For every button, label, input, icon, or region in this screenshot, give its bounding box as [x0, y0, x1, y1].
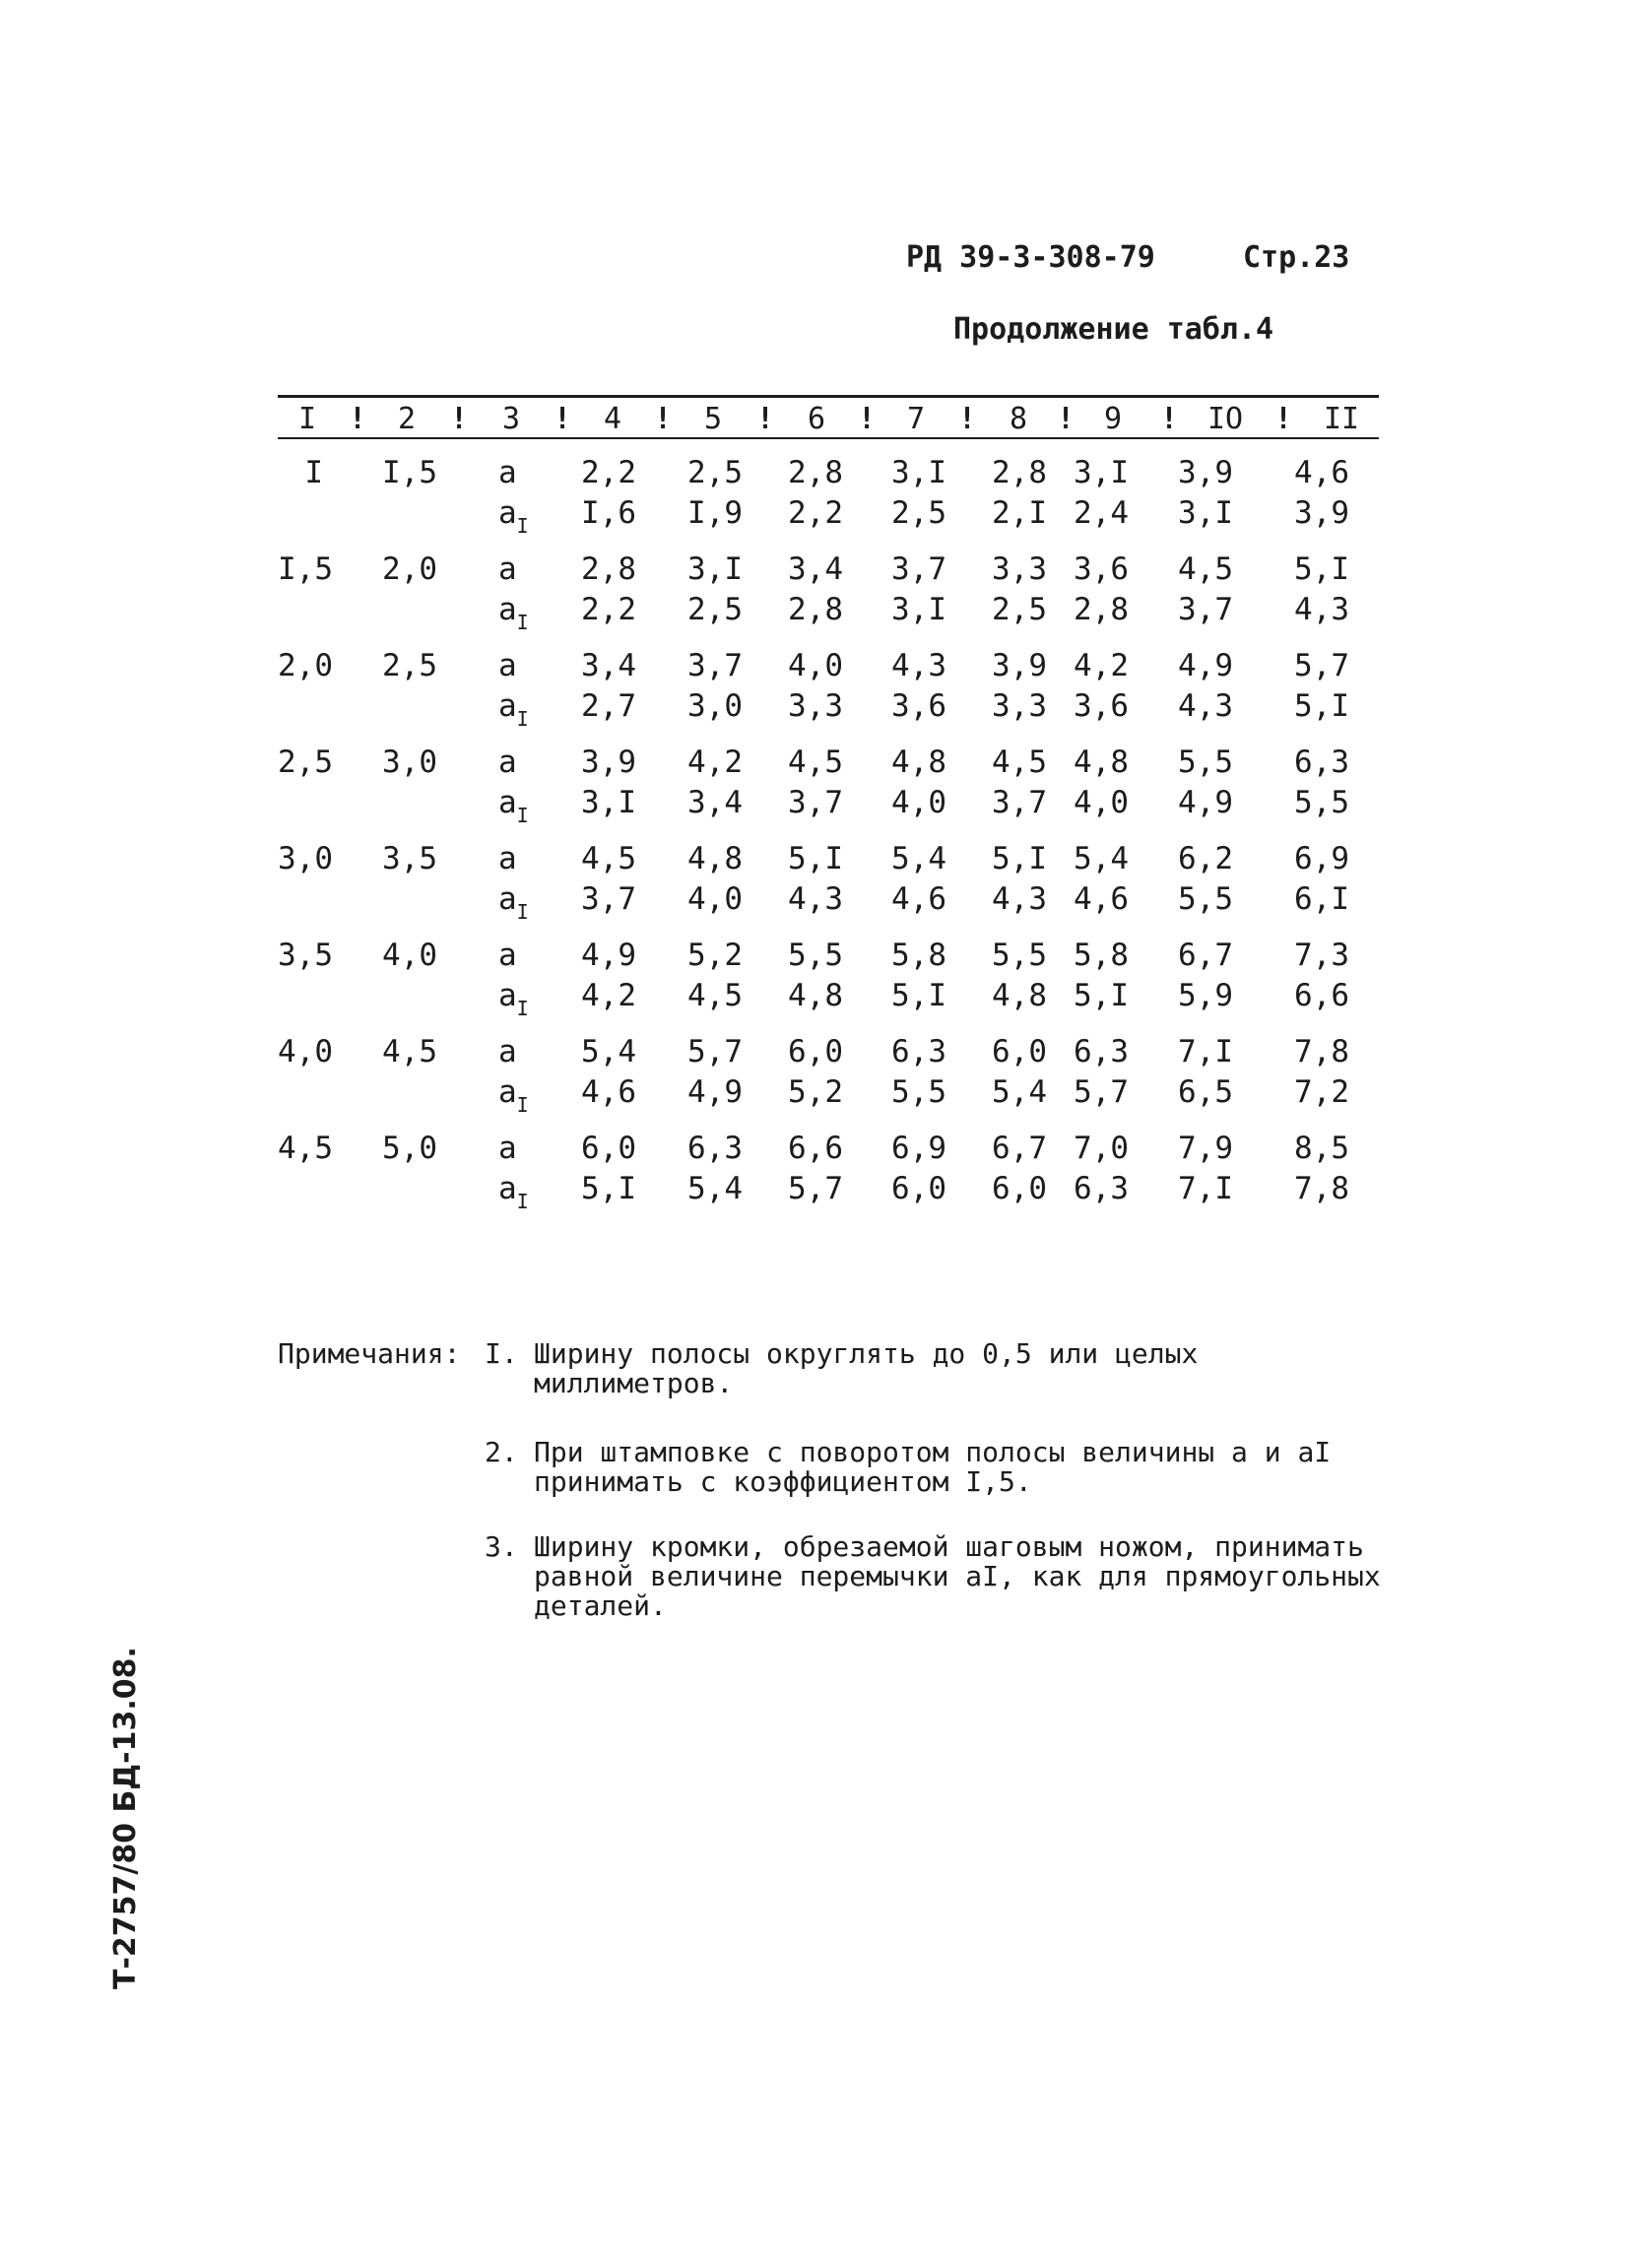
cell-label-a1: [498, 592, 538, 634]
table-row-group: [278, 938, 1379, 1034]
label-base: a: [498, 881, 517, 917]
cell-value: 6,5: [1178, 1074, 1233, 1110]
column-header: 7: [906, 402, 926, 436]
handwritten-margin-note: Т-2757/80 БД-13.08.: [108, 1647, 143, 1989]
header-row: [278, 398, 1379, 437]
cell-value: 5,I: [891, 978, 946, 1013]
cell-value: 6,3: [1074, 1034, 1129, 1069]
page-number: Стр.23: [1243, 240, 1350, 275]
cell-label-a1: [498, 881, 538, 924]
cell-value: 2,5: [891, 495, 946, 531]
cell-label-a1: [498, 688, 538, 731]
table-header: [278, 398, 1379, 437]
cell-value: 4,5: [687, 978, 743, 1013]
note-number: 2.: [485, 1436, 518, 1468]
cell-label-a: a: [498, 1034, 517, 1069]
table-row-a: [278, 938, 1379, 978]
cell-value: 4,5: [1178, 551, 1233, 587]
cell-col1: 2,5: [278, 745, 333, 780]
table-row-a1: [278, 1171, 1379, 1211]
cell-value: 7,8: [1294, 1034, 1349, 1069]
cell-value: 6,9: [1294, 841, 1349, 876]
table-row-group: [278, 1131, 1379, 1227]
cell-col2: 4,5: [382, 1034, 437, 1069]
cell-value: 4,2: [581, 978, 636, 1013]
cell-value: 4,9: [581, 938, 636, 973]
cell-value: 8,5: [1294, 1131, 1349, 1166]
column-separator: !: [1056, 402, 1076, 436]
cell-value: 4,6: [1074, 881, 1129, 917]
table-row-group: [278, 455, 1379, 551]
cell-value: 3,6: [891, 688, 946, 724]
cell-value: 4,5: [788, 745, 843, 780]
cell-value: 6,3: [1074, 1171, 1129, 1206]
cell-value: 6,3: [687, 1131, 743, 1166]
cell-value: 4,3: [788, 881, 843, 917]
cell-col1: I: [304, 455, 323, 490]
column-header: I: [297, 402, 317, 436]
label-subscript: I: [516, 1190, 529, 1213]
cell-label-a: a: [498, 938, 517, 973]
cell-value: 4,6: [891, 881, 946, 917]
table-row-group: [278, 1034, 1379, 1131]
label-subscript: I: [516, 611, 529, 634]
cell-value: 5,5: [1294, 785, 1349, 820]
cell-value: 5,4: [1074, 841, 1129, 876]
cell-value: 4,8: [788, 978, 843, 1013]
table-header-rule: [278, 437, 1379, 439]
column-separator: !: [553, 402, 572, 436]
column-header: IO: [1206, 402, 1244, 436]
table-row-a1: [278, 1074, 1379, 1115]
column-header: 3: [501, 402, 521, 436]
cell-value: 2,5: [992, 592, 1047, 627]
cell-value: 4,3: [992, 881, 1047, 917]
cell-value: 5,I: [1074, 978, 1129, 1013]
cell-value: 3,I: [1178, 495, 1233, 531]
cell-value: 3,3: [992, 551, 1047, 587]
cell-value: 3,9: [1294, 495, 1349, 531]
cell-value: 3,I: [891, 455, 946, 490]
column-separator: !: [1273, 402, 1293, 436]
table-row-a1: [278, 978, 1379, 1018]
cell-value: 5,2: [788, 1074, 843, 1110]
cell-value: 7,I: [1178, 1034, 1233, 1069]
cell-value: 6,6: [788, 1131, 843, 1166]
table-row-group: [278, 745, 1379, 841]
label-subscript: I: [516, 804, 529, 827]
column-separator: !: [348, 402, 367, 436]
cell-value: 2,I: [992, 495, 1047, 531]
cell-value: 3,3: [788, 688, 843, 724]
label-subscript: I: [516, 514, 529, 538]
cell-col2: 3,5: [382, 841, 437, 876]
cell-value: 5,7: [788, 1171, 843, 1206]
note-text: При штамповке с поворотом полосы величины a и aI принимать с коэффициентом I,5.: [534, 1436, 1332, 1498]
label-base: a: [498, 1171, 517, 1206]
cell-value: 4,0: [1074, 785, 1129, 820]
cell-value: 3,7: [788, 785, 843, 820]
column-header: 6: [807, 402, 826, 436]
table-row-a1: [278, 785, 1379, 825]
cell-col1: 2,0: [278, 648, 333, 683]
document-code: РД 39-3-308-79: [906, 240, 1155, 275]
cell-value: 4,2: [1074, 648, 1129, 683]
label-base: a: [498, 592, 517, 627]
cell-value: 4,8: [992, 978, 1047, 1013]
cell-value: 2,2: [788, 495, 843, 531]
cell-value: 2,8: [581, 551, 636, 587]
cell-value: 4,3: [1178, 688, 1233, 724]
cell-col1: 3,0: [278, 841, 333, 876]
cell-value: I,9: [687, 495, 743, 531]
cell-value: 2,7: [581, 688, 636, 724]
cell-value: 5,4: [687, 1171, 743, 1206]
cell-value: 5,4: [581, 1034, 636, 1069]
cell-label-a: a: [498, 841, 517, 876]
cell-value: 3,6: [1074, 551, 1129, 587]
cell-value: 5,5: [992, 938, 1047, 973]
notes-label: Примечания:: [278, 1337, 461, 1370]
cell-value: 6,7: [992, 1131, 1047, 1166]
cell-value: 3,I: [1074, 455, 1129, 490]
cell-value: 5,5: [1178, 881, 1233, 917]
table-caption: Продолжение табл.4: [953, 312, 1274, 347]
table-row-a1: [278, 688, 1379, 729]
table-row-a: [278, 1034, 1379, 1074]
cell-value: 4,2: [687, 745, 743, 780]
cell-value: 6,0: [581, 1131, 636, 1166]
column-separator: !: [755, 402, 775, 436]
cell-col1: 4,0: [278, 1034, 333, 1069]
cell-col2: 2,0: [382, 551, 437, 587]
cell-value: 5,I: [992, 841, 1047, 876]
cell-value: 5,2: [687, 938, 743, 973]
cell-value: 7,0: [1074, 1131, 1129, 1166]
cell-value: 3,7: [891, 551, 946, 587]
cell-value: 7,9: [1178, 1131, 1233, 1166]
cell-value: 3,7: [992, 785, 1047, 820]
cell-col2: 2,5: [382, 648, 437, 683]
cell-value: 5,8: [891, 938, 946, 973]
cell-value: 3,6: [1074, 688, 1129, 724]
label-base: a: [498, 785, 517, 820]
cell-value: 2,5: [687, 592, 743, 627]
cell-label-a1: [498, 1074, 538, 1117]
label-base: a: [498, 688, 517, 724]
cell-value: 4,8: [891, 745, 946, 780]
cell-value: 2,8: [992, 455, 1047, 490]
cell-value: 3,I: [891, 592, 946, 627]
cell-value: 3,9: [992, 648, 1047, 683]
cell-value: 2,8: [788, 592, 843, 627]
table-row-a: [278, 455, 1379, 495]
cell-label-a: a: [498, 455, 517, 490]
cell-value: 4,9: [1178, 785, 1233, 820]
cell-value: 5,I: [581, 1171, 636, 1206]
cell-value: 2,8: [1074, 592, 1129, 627]
cell-value: 5,5: [1178, 745, 1233, 780]
cell-value: 6,9: [891, 1131, 946, 1166]
cell-value: 7,3: [1294, 938, 1349, 973]
cell-label-a1: [498, 495, 538, 538]
cell-value: 5,4: [891, 841, 946, 876]
column-separator: !: [1159, 402, 1179, 436]
column-header: 4: [603, 402, 622, 436]
cell-value: 4,9: [687, 1074, 743, 1110]
column-header: 5: [703, 402, 723, 436]
column-separator: !: [857, 402, 877, 436]
cell-value: 3,7: [1178, 592, 1233, 627]
cell-value: 5,8: [1074, 938, 1129, 973]
cell-value: 5,I: [1294, 551, 1349, 587]
table-row-group: [278, 551, 1379, 648]
cell-value: 6,3: [1294, 745, 1349, 780]
column-header: 9: [1103, 402, 1123, 436]
cell-value: 5,7: [687, 1034, 743, 1069]
label-base: a: [498, 978, 517, 1013]
cell-col1: 4,5: [278, 1131, 333, 1166]
table-row-a: [278, 551, 1379, 592]
cell-value: 5,7: [1294, 648, 1349, 683]
cell-value: 7,I: [1178, 1171, 1233, 1206]
cell-col1: 3,5: [278, 938, 333, 973]
cell-col1: I,5: [278, 551, 333, 587]
cell-value: 2,2: [581, 592, 636, 627]
cell-value: 2,5: [687, 455, 743, 490]
cell-value: 6,0: [788, 1034, 843, 1069]
cell-value: 3,7: [687, 648, 743, 683]
cell-value: 6,2: [1178, 841, 1233, 876]
cell-col2: I,5: [382, 455, 437, 490]
table-row-a1: [278, 592, 1379, 632]
cell-value: 4,6: [581, 1074, 636, 1110]
label-base: a: [498, 495, 517, 531]
cell-value: 2,4: [1074, 495, 1129, 531]
label-subscript: I: [516, 1093, 529, 1117]
cell-value: 6,3: [891, 1034, 946, 1069]
cell-value: 5,7: [1074, 1074, 1129, 1110]
cell-value: 3,9: [581, 745, 636, 780]
cell-label-a1: [498, 1171, 538, 1213]
cell-value: 3,3: [992, 688, 1047, 724]
cell-value: 5,5: [891, 1074, 946, 1110]
note-text: Ширину полосы округлять до 0,5 или целых миллиметров.: [534, 1337, 1199, 1399]
cell-value: 4,5: [992, 745, 1047, 780]
column-header: II: [1323, 402, 1360, 436]
table-row-group: [278, 648, 1379, 745]
table-body: [278, 455, 1379, 1227]
cell-value: 4,3: [891, 648, 946, 683]
cell-label-a: a: [498, 648, 517, 683]
cell-value: 3,I: [581, 785, 636, 820]
label-subscript: I: [516, 997, 529, 1020]
cell-value: 3,4: [788, 551, 843, 587]
cell-value: 2,2: [581, 455, 636, 490]
cell-value: 3,9: [1178, 455, 1233, 490]
column-separator: !: [957, 402, 977, 436]
cell-label-a: a: [498, 551, 517, 587]
cell-value: 5,5: [788, 938, 843, 973]
cell-label-a: a: [498, 745, 517, 780]
column-header: 8: [1009, 402, 1028, 436]
cell-value: 6,I: [1294, 881, 1349, 917]
column-separator: !: [449, 402, 469, 436]
table-row-a: [278, 648, 1379, 688]
cell-value: 4,9: [1178, 648, 1233, 683]
cell-value: 4,0: [891, 785, 946, 820]
cell-value: I,6: [581, 495, 636, 531]
table-row-a: [278, 1131, 1379, 1171]
cell-col2: 5,0: [382, 1131, 437, 1166]
cell-label-a1: [498, 978, 538, 1020]
label-base: a: [498, 1074, 517, 1110]
cell-value: 5,9: [1178, 978, 1233, 1013]
table-row-group: [278, 841, 1379, 938]
table-row-a1: [278, 881, 1379, 922]
cell-value: 6,6: [1294, 978, 1349, 1013]
cell-col2: 4,0: [382, 938, 437, 973]
note-number: 3.: [485, 1530, 518, 1563]
table-row-a1: [278, 495, 1379, 536]
cell-value: 6,7: [1178, 938, 1233, 973]
cell-col2: 3,0: [382, 745, 437, 780]
cell-value: 4,3: [1294, 592, 1349, 627]
cell-value: 4,8: [687, 841, 743, 876]
cell-value: 5,I: [788, 841, 843, 876]
cell-value: 3,7: [581, 881, 636, 917]
column-header: 2: [397, 402, 417, 436]
cell-value: 7,2: [1294, 1074, 1349, 1110]
label-subscript: I: [516, 900, 529, 924]
cell-value: 4,8: [1074, 745, 1129, 780]
table-row-a: [278, 841, 1379, 881]
cell-value: 6,0: [891, 1171, 946, 1206]
cell-value: 6,0: [992, 1171, 1047, 1206]
cell-value: 4,5: [581, 841, 636, 876]
cell-value: 6,0: [992, 1034, 1047, 1069]
table-row-a: [278, 745, 1379, 785]
cell-value: 3,4: [687, 785, 743, 820]
cell-value: 4,6: [1294, 455, 1349, 490]
cell-value: 5,I: [1294, 688, 1349, 724]
note-number: I.: [485, 1337, 518, 1370]
cell-value: 3,I: [687, 551, 743, 587]
column-separator: !: [653, 402, 673, 436]
cell-label-a1: [498, 785, 538, 827]
cell-value: 4,0: [687, 881, 743, 917]
cell-value: 2,8: [788, 455, 843, 490]
cell-value: 7,8: [1294, 1171, 1349, 1206]
label-subscript: I: [516, 707, 529, 731]
cell-value: 5,4: [992, 1074, 1047, 1110]
cell-value: 4,0: [788, 648, 843, 683]
cell-label-a: a: [498, 1131, 517, 1166]
cell-value: 3,4: [581, 648, 636, 683]
note-text: Ширину кромки, обрезаемой шаговым ножом, принимать равной величине перемычки aI, как для прямоугольных деталей.: [534, 1530, 1381, 1622]
cell-value: 3,0: [687, 688, 743, 724]
